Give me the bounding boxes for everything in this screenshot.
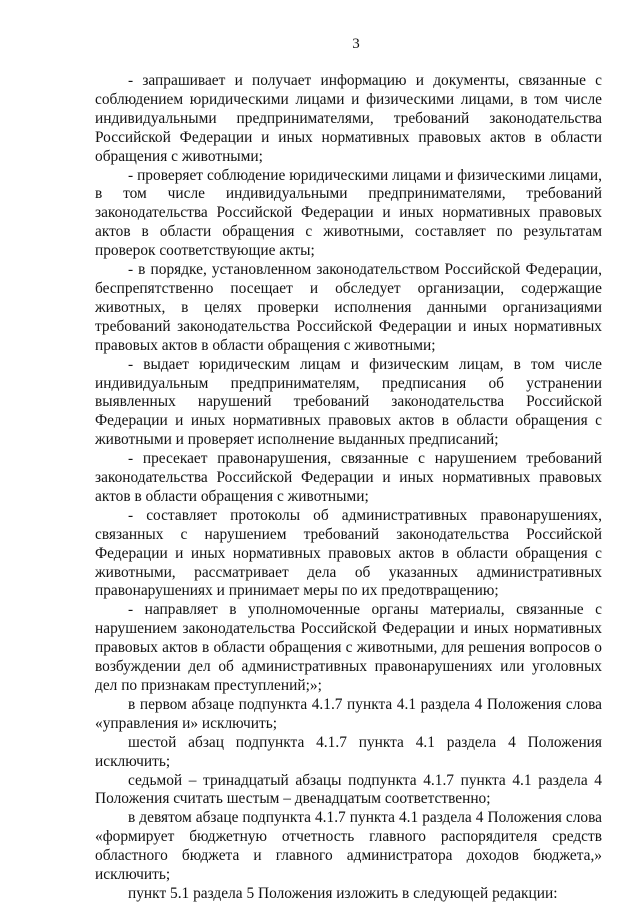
- paragraph-5: - пресекает правонарушения, связанные с нарушением требований законодательства Российской Федерации и иных нормативных правовых актов в области обращения с животными;: [95, 450, 602, 505]
- paragraph-12: пункт 5.1 раздела 5 Положения изложить в следующей редакции:: [128, 884, 558, 902]
- paragraph-1: - запрашивает и получает информацию и документы, связанные с соблюдением юридическими лицами и физическими лицами, в том числе индивидуальными предпринимателями, требований законодательства Российской Федерации и иных нормативных правовых актов в области обращения с животными;: [95, 72, 602, 165]
- paragraph-2: - проверяет соблюдение юридическими лицами и физическими лицами, в том числе индивидуальными предпринимателями, требований законодательства Российской Федерации и иных нормативных правовых актов в области обращения с животными, составляет по результатам проверок соответствующие акты;: [95, 166, 602, 260]
- paragraph-10: седьмой – тринадцатый абзацы подпункта 4.1.7 пункта 4.1 раздела 4 Положения считать шестым – двенадцатым соответственно;: [95, 771, 602, 808]
- paragraph-11: в девятом абзаце подпункта 4.1.7 пункта 4.1 раздела 4 Положения слова «формирует бюджетную отчетность главного распорядителя средств областного бюджета и главного администратора доходов бюджета,» исключить;: [95, 809, 602, 884]
- page-number: 3: [352, 36, 360, 52]
- paragraph-4: - выдает юридическим лицам и физическим лицам, в том числе индивидуальным предпринимателям, предписания об устранении выявленных нарушений требований законодательства Российской Федерации и иных нормативных правовых актов в области обращения с животными и проверяет исполнение выданных предписаний;: [95, 355, 602, 449]
- paragraph-7: - направляет в уполномоченные органы материалы, связанные с нарушением законодательства Российской Федерации и иных нормативных правовых актов в области обращения с животными, для решения вопросов о возбуждении дел об административных правонарушениях или уголовных дел по признакам преступлений;»;: [95, 601, 602, 694]
- paragraph-3: - в порядке, установленном законодательством Российской Федерации, беспрепятственно посещает и обследует организации, содержащие животных, в целях проверки исполнения данными организациями требований законодательства Российской Федерации и иных нормативных правовых актов в области обращения с животными;: [95, 261, 602, 354]
- paragraph-9: шестой абзац подпункта 4.1.7 пункта 4.1 раздела 4 Положения исключить;: [95, 733, 602, 770]
- paragraph-8: в первом абзаце подпункта 4.1.7 пункта 4.1 раздела 4 Положения слова «управления и» исключить;: [95, 695, 602, 732]
- paragraph-6: - составляет протоколы об административных правонарушениях, связанных с нарушением требований законодательства Российской Федерации и иных нормативных правовых актов в области обращения с животными, рассматривает дела об указанных административных правонарушениях и принимает меры по их предотвращению;: [95, 506, 602, 600]
